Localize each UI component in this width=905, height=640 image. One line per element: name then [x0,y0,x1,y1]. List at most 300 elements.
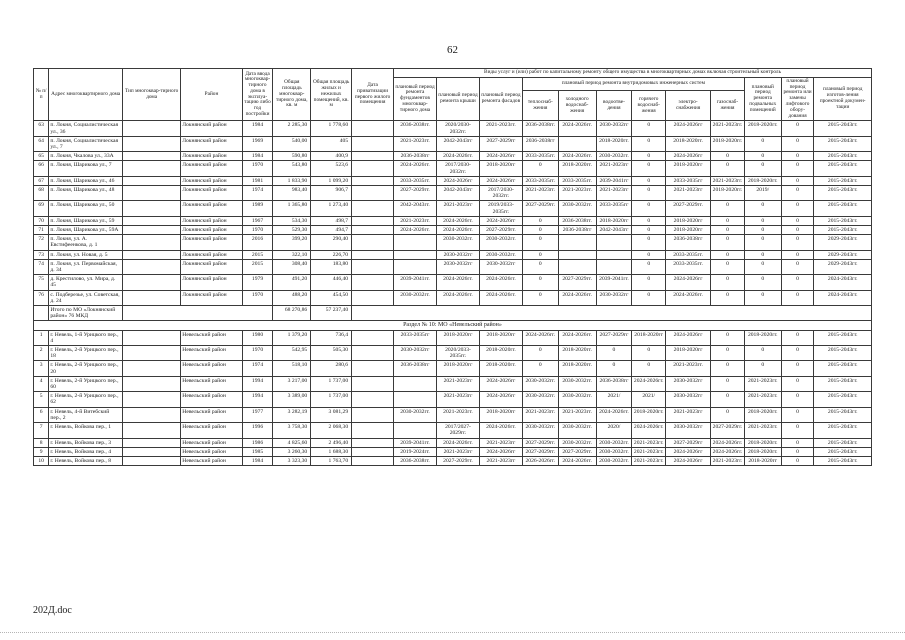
table-cell: 400,9 [311,152,352,161]
table-cell: 1974 [242,361,273,376]
table-cell: 0 [781,447,814,456]
table-cell: 2018-2020гг. [596,136,632,151]
table-cell: 0 [711,361,745,376]
table-cell: 64 [34,136,49,151]
table-cell: 0 [744,152,781,161]
header-residential-area: Общая площадь жилых и нежилых помещений, кв. м [311,69,352,121]
table-cell: 2021-2023гг [437,392,480,407]
footer-filename: 202Д.doc [33,605,72,616]
table-cell: 2024-2026гг [479,447,522,456]
table-cell [558,259,596,274]
table-cell: 2033-2035гг. [394,176,437,185]
table-cell: 1984 [242,152,273,161]
table-cell: 68 [34,186,49,201]
table-cell: 3 260,30 [273,447,311,456]
table-cell: 2030-2032гг [596,121,632,136]
table-cell: 1970 [242,290,273,305]
table-cell [394,259,437,274]
table-row [34,259,872,274]
table-cell [352,235,394,250]
table-cell [352,201,394,216]
table-cell: 2021-2023гг [479,456,522,465]
table-cell: 1 763,70 [311,456,352,465]
table-cell: 2024-2026гг. [632,376,666,391]
table-cell: 0 [781,407,814,422]
table-cell: 2015-2043гг. [814,216,872,225]
table-row [34,392,872,407]
header-gas: газоснаб-жения [711,90,745,120]
table-cell: п. Локня, Чкалова ул., 33А [49,152,123,161]
table-cell: 0 [781,346,814,361]
table-cell: 2036-2038гг. [522,121,558,136]
table-cell [352,392,394,407]
table-cell: 2024-2026гг [666,447,711,456]
table-cell: 494,7 [311,226,352,235]
table-cell: 0 [522,275,558,290]
table-cell: 3 758,30 [273,423,311,438]
table-cell: 0 [522,235,558,250]
table-cell: 2021-2023гг. [744,423,781,438]
table-cell: 1 099,20 [311,176,352,185]
table-cell: 2039-2041гг [596,176,632,185]
table-cell [352,407,394,422]
table-cell: 0 [596,361,632,376]
table-cell: 0 [781,176,814,185]
table-cell: 0 [781,161,814,176]
table-cell [352,216,394,225]
table-cell: 2030-2032гг [596,290,632,305]
table-cell: 2033-2035гг. [558,176,596,185]
table-cell: 4 825,60 [273,438,311,447]
table-cell [352,376,394,391]
table-cell: 2021-2023гг. [632,456,666,465]
table-cell: 0 [522,290,558,305]
table-cell [123,376,181,391]
header-commission-date: Дата ввода многоквар-тирного дома в эксплуа-тацию либо год постройки [242,69,273,121]
table-cell: 518,10 [273,361,311,376]
table-cell: п. Локня, ул. Первомайская, д. 34 [49,259,123,274]
table-cell: 2018-2020гг. [558,161,596,176]
table-cell [352,161,394,176]
table-cell: 0 [711,201,745,216]
table-cell: 543,80 [273,161,311,176]
section-title: Раздел № 10: МО «Невельский район» [34,321,872,330]
table-cell: 2030-2032гг. [596,447,632,456]
table-cell: 2030-2032гг [666,423,711,438]
table-cell: 2018-2020гг. [744,447,781,456]
table-cell: 446,40 [311,275,352,290]
table-cell: 0 [781,392,814,407]
table-cell: 2020/2030-2032гг. [437,121,480,136]
table-cell: 322,10 [273,250,311,259]
table-cell: 0 [632,290,666,305]
table-cell: 2024-2026гг [666,152,711,161]
table-cell: 2017/2027-2029гг. [437,423,480,438]
table-cell: 2018-2020гг [596,216,632,225]
table-cell: 2021-2023гг. [558,186,596,201]
table-cell [123,423,181,438]
table-cell: 65 [34,152,49,161]
table-cell: 2030-2032гг. [522,392,558,407]
table-cell: г. Невель, 1-й Урицкого пер., 4 [49,330,123,345]
table-cell: 0 [711,290,745,305]
table-cell: 529,30 [273,226,311,235]
table-cell: 2042-2043гг [437,136,480,151]
table-cell: 2027-2029гг. [394,186,437,201]
table-row [34,226,872,235]
table-cell: 2024-2026гг [437,176,480,185]
table-cell [34,306,49,321]
table-cell: 2018-2020гг. [744,330,781,345]
table-cell: 736,4 [311,330,352,345]
table-cell: 0 [711,235,745,250]
table-cell: 3 [34,361,49,376]
header-hot-water: горячего водоснаб-жения [632,90,666,120]
header-project-docs: плановый период изготов-ления проектной докумен-тации [814,77,872,121]
table-cell: 2018-2020гг [479,330,522,345]
table-cell: 2024-2026гг. [437,216,480,225]
table-cell: 0 [781,186,814,201]
table-cell: 523,6 [311,161,352,176]
table-body [34,69,872,466]
table-cell: 2021-2023гг. [711,456,745,465]
table-cell: п. Локня, ул. Новая, д. 5 [49,250,123,259]
table-cell: 2030-2032гг. [394,290,437,305]
table-cell: 0 [781,290,814,305]
table-cell: 2030-2032гг. [596,438,632,447]
table-cell: 1996 [242,423,273,438]
table-cell: 0 [711,330,745,345]
table-cell: 0 [522,361,558,376]
table-cell: 2015-2043гг. [814,346,872,361]
table-cell: 2030-2032гг [666,392,711,407]
table-cell: 2024-2026гг [479,152,522,161]
table-cell [123,456,181,465]
table-cell: 2018-2020гг. [558,346,596,361]
table-cell: 2024-2026гг. [558,330,596,345]
table-cell [352,330,394,345]
table-cell [123,161,181,176]
table-cell: Невельский район [181,423,242,438]
table-row [34,176,872,185]
table-cell: 2019/ [744,186,781,201]
table-row [34,152,872,161]
table-cell: 0 [522,216,558,225]
table-cell: 2024-2043гг. [814,290,872,305]
table-cell: 590,80 [273,152,311,161]
table-cell: 2027-2029гг [479,136,522,151]
table-cell: 2027-2029гг. [522,201,558,216]
table-cell: 2033-2035гг. [522,152,558,161]
table-cell: 2015-2043гг. [814,438,872,447]
table-cell: г. Невель, Войкова пер., 4 [49,447,123,456]
table-cell: 2027-2029гг [596,330,632,345]
table-cell: Локнянский район [181,152,242,161]
table-cell: 3 081,29 [311,407,352,422]
table-cell: 0 [632,121,666,136]
table-cell: Невельский район [181,361,242,376]
table-cell: 0 [522,226,558,235]
table-cell: 2019/2033-2035гг. [479,201,522,216]
table-cell: 0 [781,250,814,259]
table-cell: 488,20 [273,290,311,305]
table-cell: 2021-2023гг [666,186,711,201]
table-cell: 0 [781,136,814,151]
table-cell: 2033-2035гг [666,176,711,185]
table-cell: 2027-2029гг. [558,275,596,290]
table-cell: г. Невель, Войкова пер., 3 [49,438,123,447]
table-cell: 2030-2032гг. [394,407,437,422]
table-cell: Локнянский район [181,161,242,176]
table-cell: 2024-2026гг. [711,438,745,447]
table-cell: 0 [781,121,814,136]
table-cell: 2036-2038гг. [558,216,596,225]
table-cell: 71 [34,226,49,235]
table-cell: 2030-2032гг [437,259,480,274]
table-cell: 1969 [242,136,273,151]
table-cell: 2033-2035гг. [522,176,558,185]
header-total-area: Общая площадь многоквар-тирного дома, кв. м [273,69,311,121]
table-row [34,346,872,361]
table-cell: 2018-2020гг. [744,407,781,422]
table-cell: г. Невель, 2-й Урицкого пер., 62 [49,392,123,407]
table-cell [123,152,181,161]
table-cell: 983,40 [273,186,311,201]
table-cell [394,392,437,407]
table-cell: 2018-2020гг [744,456,781,465]
table-cell: 2026-2026гг. [522,456,558,465]
table-cell [352,456,394,465]
table-cell: 226,70 [311,250,352,259]
table-cell: 0 [596,346,632,361]
table-cell: 1994 [242,392,273,407]
table-cell: 2018-2020гг [666,161,711,176]
table-cell [558,235,596,250]
table-cell: 2021/ [596,392,632,407]
table-cell: п. Локня, Социалистическая ул., 36 [49,121,123,136]
table-cell: 2033-2035гг [596,201,632,216]
table-cell: п. Локня, Шарикова ул., 59 [49,216,123,225]
table-cell [123,186,181,201]
table-cell: 2015-2043гг. [814,121,872,136]
table-cell [123,201,181,216]
table-cell: Локнянский район [181,275,242,290]
table-cell: 0 [632,259,666,274]
table-cell: 2029-2043гг. [814,259,872,274]
table-cell: 2027-2029гг. [522,447,558,456]
table-row [34,438,872,447]
table-cell: 2033-2035гг. [666,250,711,259]
table-cell: 2020/2033-2035гг. [437,346,480,361]
table-cell: 70 [34,216,49,225]
table-cell: 2042-2043гг [437,186,480,201]
table-cell [352,136,394,151]
table-row [34,201,872,216]
table-cell: 2024-2026гг. [596,407,632,422]
table-cell: 2024-2026гг. [632,423,666,438]
table-cell: 2017/2030-2032гг. [479,186,522,201]
table-cell: 63 [34,121,49,136]
table-cell: 2021-2023гг. [437,407,480,422]
table-cell: 2024-2026гг. [394,161,437,176]
table-cell: 906,7 [311,186,352,201]
table-row [34,361,872,376]
table-cell [123,176,181,185]
table-cell: 2036-2038гг. [394,121,437,136]
table-cell: 2024-2026гг. [437,290,480,305]
header-heat: теплоснаб-жения [522,90,558,120]
table-cell: 2015-2043гг. [814,330,872,345]
table-cell: 2018-2020гг [632,330,666,345]
table-cell: 2024-2026гг. [666,290,711,305]
table-cell: 0 [711,259,745,274]
table-cell: 2018-2020гг [666,226,711,235]
table-cell: 2030-2032гг [394,346,437,361]
table-cell: 2024-2026гг. [558,456,596,465]
table-cell: 2024-2026гг. [558,121,596,136]
table-cell [558,250,596,259]
table-cell: п. Локня, Шарикова ул., 59А [49,226,123,235]
table-cell: 0 [744,136,781,151]
table-cell: 2020/ [596,423,632,438]
table-cell: 2027-2029гг [666,438,711,447]
header-subgroup-title: плановый период ремонта внутридомовых инженерных систем [522,77,744,90]
table-cell [352,275,394,290]
table-cell: 1989 [242,201,273,216]
table-cell: 2039-2041гг. [394,275,437,290]
table-cell: г. Невель, 2-й Урицкого пер., 20 [49,361,123,376]
table-cell: 2024-2026гг. [479,423,522,438]
table-cell [123,346,181,361]
table-cell [596,250,632,259]
table-cell: Локнянский район [181,186,242,201]
table-cell: 2015-2043гг. [814,186,872,201]
table-cell: 2018-2020гг. [744,176,781,185]
table-cell: 2018-2020гг [666,216,711,225]
table-row [34,447,872,456]
table-cell: 2019-2024гг. [394,447,437,456]
table-cell: 2018-2020гг. [744,121,781,136]
table-cell [123,361,181,376]
table-cell: 2024-2026гг. [437,152,480,161]
header-group-title: Виды услуг и (или) работ по капитальному ремонту общего имущества в многоквартирных домах включая строительный контроль [394,69,872,78]
table-cell [123,290,181,305]
table-cell: 280,6 [311,361,352,376]
table-cell: 2015-2043гг. [814,361,872,376]
table-cell [123,235,181,250]
table-cell: 2030-2032гг. [437,235,480,250]
table-cell: 2018-2020гг [666,346,711,361]
table-cell: 2036-2038гг [522,136,558,151]
table-cell: 76 [34,290,49,305]
table-cell: 2036-2038гг [666,235,711,250]
table-cell: 0 [632,226,666,235]
table-cell [123,392,181,407]
table-row [34,407,872,422]
table-cell: 2021-2023гг [596,186,632,201]
table-cell: 0 [781,216,814,225]
table-cell: 0 [632,275,666,290]
table-row [34,161,872,176]
table-cell: 10 [34,456,49,465]
table-cell: 0 [711,407,745,422]
header-privatization-date: Дата приватизации первого жилого помещения [352,69,394,121]
table-cell: 2024-2026гг. [437,275,480,290]
table-cell: 2021-2023гг. [394,136,437,151]
table-cell: 0 [632,136,666,151]
table-cell: 0 [744,259,781,274]
header-row-1 [34,69,872,78]
table-cell: 2030-2032гг. [479,250,522,259]
table-cell: 2030-2032гг. [558,423,596,438]
table-cell [123,447,181,456]
table-cell: 0 [781,423,814,438]
table-cell: 2036-2038гг. [394,456,437,465]
table-row [34,423,872,438]
table-cell: 2024-2026гг. [558,152,596,161]
table-cell: 1985 [242,447,273,456]
table-cell: 1981 [242,176,273,185]
table-cell: 2021-2023гг. [632,447,666,456]
table-cell [123,121,181,136]
table-cell: 0 [781,152,814,161]
table-cell: 2024-2026гг [479,216,522,225]
table-cell: 3 389,00 [273,392,311,407]
table-row [34,456,872,465]
table-cell: д. Крестилово, ул. Мира, д. 45 [49,275,123,290]
table-cell: 2018-2020гг. [711,186,745,201]
table-cell: 1986 [242,438,273,447]
table-cell: 540,00 [273,136,311,151]
table-cell [123,407,181,422]
table-cell [352,121,394,136]
table-cell: 1 273,40 [311,201,352,216]
table-cell [394,376,437,391]
table-cell: 2024-2026гг [666,121,711,136]
table-cell: 2018-2020гг. [558,361,596,376]
table-cell: 542,95 [273,346,311,361]
table-cell: 2021-2023гг. [394,216,437,225]
table-cell: Невельский район [181,407,242,422]
table-cell [352,438,394,447]
table-cell: 0 [711,346,745,361]
table-cell: 1 833,90 [273,176,311,185]
table-cell: 2024-2026гг [479,376,522,391]
table-cell: 2015-2043гг. [814,176,872,185]
table-cell: 2036-2038гг [596,376,632,391]
table-cell: 2018-2020гг. [711,136,745,151]
table-cell: 183,80 [311,259,352,274]
table-cell: 1977 [242,407,273,422]
table-cell: 0 [744,250,781,259]
table-cell: 2021-2023гг [437,376,480,391]
table-cell [352,176,394,185]
header-roof: плановый период ремонта крыши [437,77,480,121]
table-cell [352,290,394,305]
table-cell: 505,30 [311,346,352,361]
table-cell: 2017/2030-2032гг. [437,161,480,176]
table-row [34,250,872,259]
table-cell: 2 [34,346,49,361]
table-cell [352,152,394,161]
table-cell: 2015-2043гг. [814,392,872,407]
header-building-type: Тип многоквар-тирного дома [123,69,181,121]
header-num: № п/п [34,69,49,121]
table-cell: 2021-2023гг [596,161,632,176]
table-cell [352,423,394,438]
table-cell: 2024-2026гг. [558,290,596,305]
table-cell: 1 [34,330,49,345]
